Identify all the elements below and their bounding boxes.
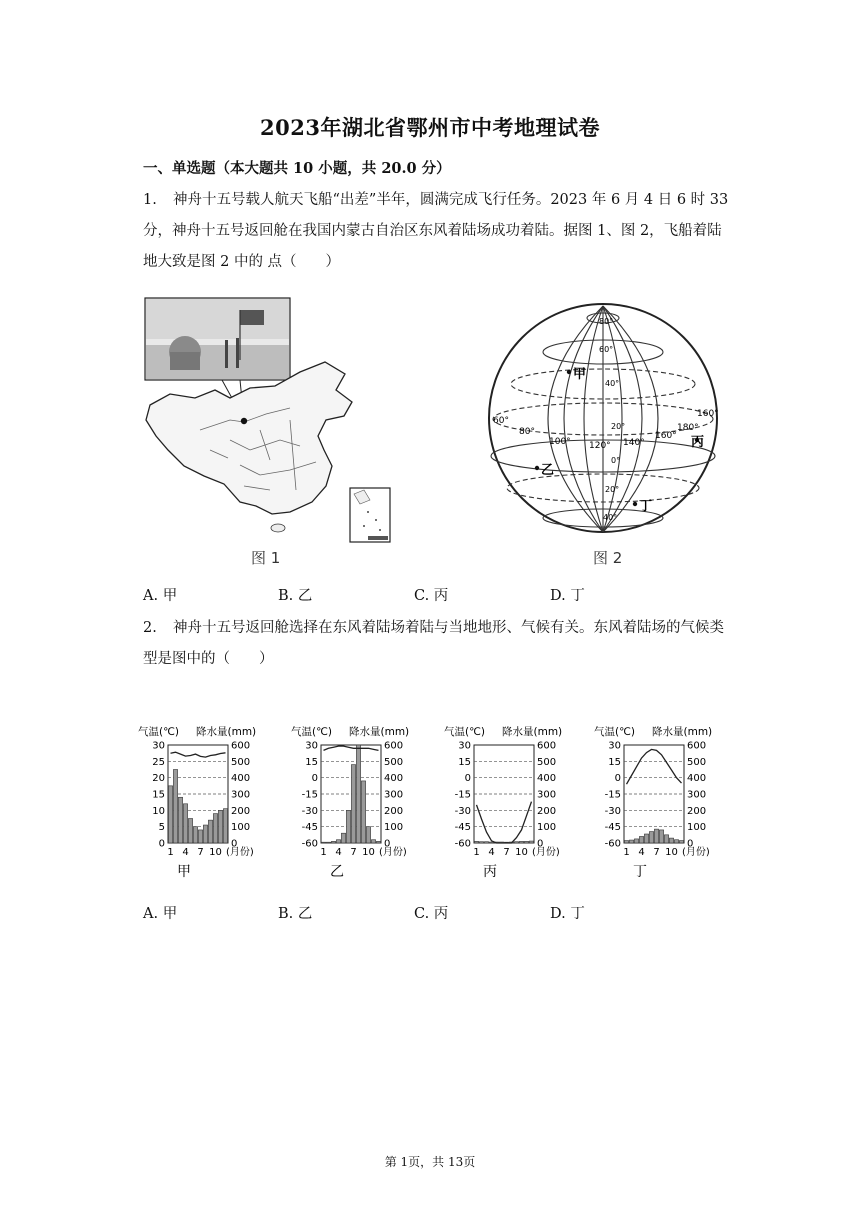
precip-bar [649, 832, 653, 843]
temp-tick-label: 15 [152, 789, 165, 801]
precip-bar [203, 825, 207, 843]
option-b[interactable]: B. 乙 [278, 906, 313, 922]
month-tick-label: 1 [167, 847, 174, 858]
month-tick-label: 7 [197, 847, 204, 858]
landing-site-marker [241, 418, 247, 424]
precip-tick-label: 300 [384, 789, 404, 801]
chart-name: 甲 [177, 864, 191, 880]
option-a[interactable]: A. 甲 [143, 588, 178, 604]
precip-bar [376, 841, 380, 843]
lon-label: 80° [519, 427, 535, 437]
month-tick-label: 10 [665, 847, 678, 858]
temp-tick-label: 15 [608, 756, 621, 768]
precip-tick-label: 600 [384, 740, 404, 752]
option-c[interactable]: C. 丙 [414, 588, 449, 604]
temp-tick-label: 30 [608, 740, 621, 752]
precip-tick-label: 400 [231, 773, 251, 785]
figure-1-caption: 图 1 [251, 549, 281, 567]
figure-2-caption: 图 2 [593, 549, 623, 567]
lat-label: 60° [599, 345, 614, 354]
month-tick-label: 10 [209, 847, 222, 858]
lat-label: 20° [605, 485, 620, 494]
precip-bar [659, 830, 663, 843]
precip-axis-title: 降水量(mm) [652, 726, 713, 738]
temp-tick-label: 30 [152, 740, 165, 752]
question-1 [143, 185, 733, 278]
precip-bar [679, 841, 683, 843]
precip-bar [664, 835, 668, 843]
lat-label: 80° [599, 317, 614, 326]
point-ding: 丁 [639, 499, 653, 514]
precip-bar [514, 842, 518, 843]
temp-tick-label: -60 [454, 838, 471, 850]
temperature-line [324, 746, 379, 750]
lon-label: 60° [493, 416, 509, 426]
precip-bar [654, 829, 658, 843]
month-tick-label: 10 [362, 847, 375, 858]
precip-bar [669, 838, 673, 843]
x-unit-label: (月份) [379, 847, 407, 858]
x-unit-label: (月份) [532, 847, 560, 858]
temp-tick-label: -30 [301, 805, 318, 817]
precip-bar [361, 781, 365, 843]
temp-axis-title: 气温(℃) [594, 726, 635, 738]
precip-tick-label: 600 [231, 740, 251, 752]
precip-tick-label: 100 [231, 822, 251, 834]
precip-bar [529, 841, 533, 843]
x-unit-label: (月份) [226, 847, 254, 858]
temp-tick-label: 25 [152, 756, 165, 768]
month-tick-label: 4 [488, 847, 495, 858]
precip-axis-title: 降水量(mm) [349, 726, 410, 738]
temp-axis-title: 气温(℃) [291, 726, 332, 738]
precip-tick-label: 100 [384, 822, 404, 834]
precip-tick-label: 600 [687, 740, 707, 752]
precip-axis-title: 降水量(mm) [196, 726, 257, 738]
lat-label: 40° [603, 513, 618, 522]
precip-bar [183, 804, 187, 843]
precip-bar [474, 841, 478, 843]
option-c[interactable]: C. 丙 [414, 906, 449, 922]
precip-tick-label: 0 [384, 838, 391, 850]
month-tick-label: 4 [335, 847, 342, 858]
precip-bar [356, 745, 360, 843]
option-d[interactable]: D. 丁 [550, 906, 585, 922]
precip-bar [484, 842, 488, 843]
lon-label: 140° [623, 438, 645, 448]
chart-name: 乙 [330, 864, 344, 880]
lat-label: 0° [611, 456, 621, 465]
precip-bar [208, 820, 212, 843]
section-heading: 一、单选题（本大题共 10 小题，共 20.0 分） [143, 160, 451, 177]
precip-bar [321, 842, 325, 843]
question-number: 1. [143, 192, 157, 208]
precip-tick-label: 300 [687, 789, 707, 801]
option-d[interactable]: D. 丁 [550, 588, 585, 604]
temp-tick-label: 30 [305, 740, 318, 752]
temp-tick-label: -60 [301, 838, 318, 850]
month-tick-label: 7 [350, 847, 357, 858]
precip-tick-label: 600 [537, 740, 557, 752]
precip-bar [674, 840, 678, 843]
temp-tick-label: -45 [604, 822, 621, 834]
page-footer: 第 1页，共 13页 [384, 1155, 476, 1169]
question-number: 2. [143, 620, 157, 636]
precip-axis-title: 降水量(mm) [502, 726, 563, 738]
precip-bar [371, 840, 375, 843]
lon-label: 160° [655, 431, 677, 441]
precip-tick-label: 200 [231, 805, 251, 817]
temp-tick-label: 0 [158, 838, 165, 850]
precip-bar [489, 842, 493, 843]
precip-bar [198, 830, 202, 843]
precip-bar [524, 841, 528, 843]
precip-bar [188, 819, 192, 844]
question-2 [143, 613, 733, 675]
lon-label: 120° [589, 441, 611, 451]
lon-label: 100° [549, 437, 571, 447]
precip-tick-label: 400 [537, 773, 557, 785]
precip-tick-label: 500 [384, 756, 404, 768]
precip-bar [634, 839, 638, 843]
temp-tick-label: 0 [464, 773, 471, 785]
precip-tick-label: 400 [687, 773, 707, 785]
precip-tick-label: 100 [537, 822, 557, 834]
precip-bar [173, 770, 177, 844]
temperature-line [627, 749, 682, 784]
option-b[interactable]: B. 乙 [278, 588, 313, 604]
precip-tick-label: 500 [231, 756, 251, 768]
precip-tick-label: 200 [384, 805, 404, 817]
precip-tick-label: 0 [687, 838, 694, 850]
precip-bar [629, 840, 633, 843]
temp-tick-label: 0 [614, 773, 621, 785]
temp-tick-label: 15 [458, 756, 471, 768]
precip-tick-label: 300 [231, 789, 251, 801]
precip-tick-label: 0 [537, 838, 544, 850]
temp-tick-label: -60 [604, 838, 621, 850]
precip-bar [213, 814, 217, 843]
precip-tick-label: 200 [687, 805, 707, 817]
month-tick-label: 7 [653, 847, 660, 858]
precip-tick-label: 500 [537, 756, 557, 768]
month-tick-label: 1 [320, 847, 327, 858]
precip-bar [624, 841, 628, 843]
precip-bar [639, 836, 643, 843]
temp-axis-title: 气温(℃) [138, 726, 179, 738]
option-a[interactable]: A. 甲 [143, 906, 178, 922]
precip-bar [346, 810, 350, 843]
temp-tick-label: 15 [305, 756, 318, 768]
temp-tick-label: 0 [311, 773, 318, 785]
figure-2-globe [485, 300, 725, 540]
precip-bar [351, 765, 355, 843]
precip-bar [336, 840, 340, 843]
flag-icon [240, 310, 264, 325]
precip-bar [644, 834, 648, 843]
lon-label: 160° [697, 409, 719, 419]
temp-tick-label: 30 [458, 740, 471, 752]
month-tick-label: 10 [515, 847, 528, 858]
precip-bar [331, 841, 335, 843]
temp-tick-label: -45 [454, 822, 471, 834]
question-text: 神舟十五号载人航天飞船“出差”半年，圆满完成飞行任务。2023 年 6 月 4 日 6 时 33 分，神舟十五号返回舱在我国内蒙古自治区东风着陆场成功着陆。据图 1、图 2，飞船着陆地大致是图 2 中的 点（ ） [143, 192, 729, 270]
precip-tick-label: 300 [537, 789, 557, 801]
point-jia: 甲 [573, 367, 587, 382]
point-yi: 乙 [541, 463, 555, 478]
china-outline [146, 362, 352, 514]
temp-tick-label: -45 [301, 822, 318, 834]
precip-tick-label: 500 [687, 756, 707, 768]
x-unit-label: (月份) [682, 847, 710, 858]
temp-tick-label: -15 [454, 789, 471, 801]
precip-bar [218, 810, 222, 843]
figure-1-china-map [140, 290, 400, 550]
temp-axis-title: 气温(℃) [444, 726, 485, 738]
precip-bar [178, 797, 182, 843]
precip-tick-label: 100 [687, 822, 707, 834]
month-tick-label: 4 [638, 847, 645, 858]
chart-name: 丙 [483, 864, 497, 880]
temp-tick-label: 20 [152, 773, 165, 785]
temp-tick-label: -30 [454, 805, 471, 817]
question-text: 神舟十五号返回舱选择在东风着陆场着陆与当地地形、气候有关。东风着陆场的气候类型是图中的（ ） [143, 620, 724, 667]
precip-bar [519, 841, 523, 843]
temperature-line [477, 802, 532, 843]
temp-tick-label: -15 [604, 789, 621, 801]
precip-bar [326, 842, 330, 843]
temperature-line [171, 752, 226, 757]
chart-name: 丁 [633, 864, 647, 880]
month-tick-label: 7 [503, 847, 510, 858]
temp-tick-label: 5 [158, 822, 165, 834]
precip-bar [223, 809, 227, 843]
temp-tick-label: -30 [604, 805, 621, 817]
month-tick-label: 1 [623, 847, 630, 858]
climate-charts [138, 722, 738, 884]
precip-bar [193, 827, 197, 843]
lon-label: 180° [677, 423, 699, 433]
month-tick-label: 1 [473, 847, 480, 858]
point-bing: 丙 [691, 435, 705, 450]
lat-label: 20° [611, 422, 626, 431]
precip-bar [479, 842, 483, 843]
precip-bar [366, 827, 370, 843]
precip-bar [341, 833, 345, 843]
page-title: 2023年湖北省鄂州市中考地理试卷 [260, 115, 600, 140]
precip-bar [168, 786, 172, 843]
precip-tick-label: 400 [384, 773, 404, 785]
temp-tick-label: -15 [301, 789, 318, 801]
lat-label: 40° [605, 379, 620, 388]
temp-tick-label: 10 [152, 805, 165, 817]
precip-tick-label: 0 [231, 838, 238, 850]
precip-tick-label: 200 [537, 805, 557, 817]
month-tick-label: 4 [182, 847, 189, 858]
